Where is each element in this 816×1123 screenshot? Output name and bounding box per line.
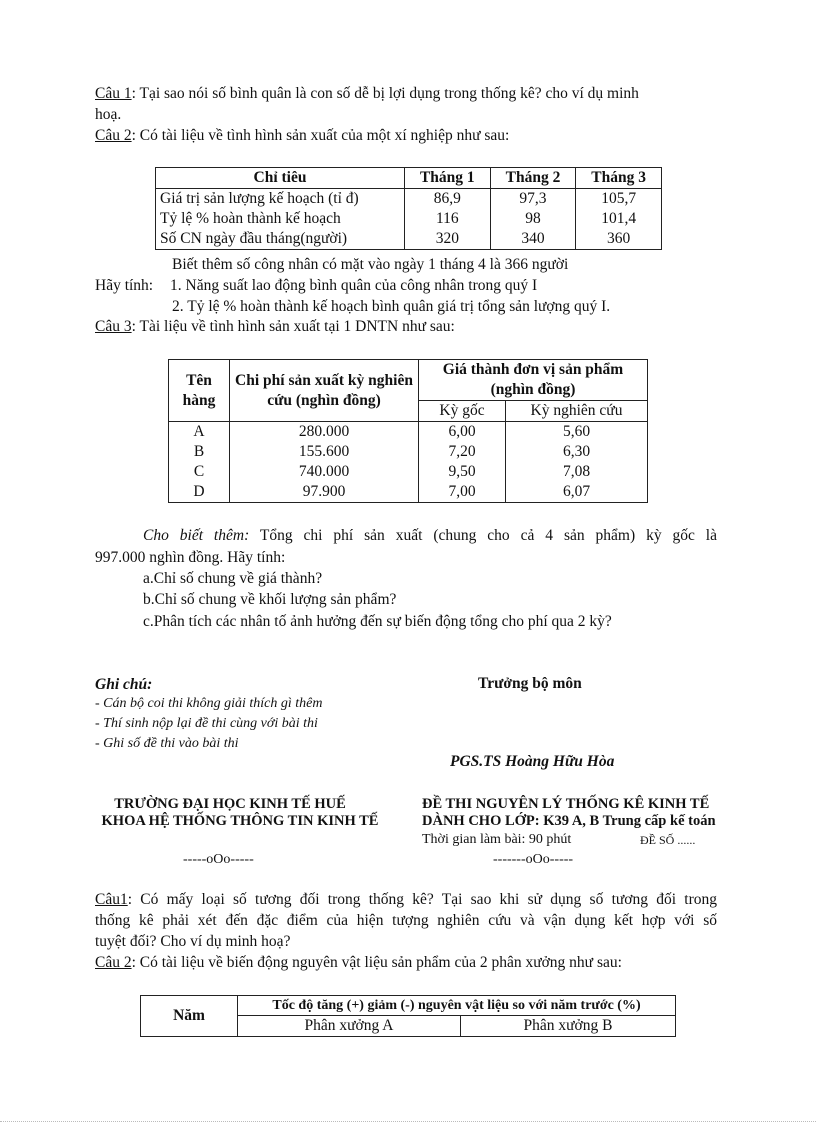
q3-extra-2: 997.000 nghìn đồng. Hãy tính: [95, 549, 286, 566]
signature-name: PGS.TS Hoàng Hữu Hòa [450, 753, 615, 770]
th-name: Tên hàng [169, 360, 230, 422]
sep-right: -------oOo----- [493, 852, 574, 867]
cell: 340 [490, 229, 576, 250]
school-name: TRƯỜNG ĐẠI HỌC KINH TẾ HUẾ [114, 796, 346, 812]
cell: 86,9 [405, 189, 491, 210]
th-month-1: Tháng 1 [405, 168, 491, 189]
th-base: Kỳ gốc [419, 401, 506, 422]
q3-c: c.Phân tích các nhân tố ảnh hưởng đến sự biến động tổng cho phí qua 2 kỳ? [143, 613, 612, 630]
q2-compute-1: 1. Năng suất lao động bình quân của công nhân trong quý I [170, 277, 538, 294]
cost-table [168, 359, 648, 503]
cell: 7,08 [506, 462, 648, 482]
q2-compute-2: 2. Tỷ lệ % hoàn thành kế hoạch bình quân giá trị tổng sản lượng quý I. [172, 298, 611, 315]
e2-q1-line-3: tuyệt đối? Cho ví dụ minh hoạ? [95, 933, 291, 950]
note-1: - Cán bộ coi thi không giải thích gì thêm [95, 696, 323, 711]
row-label: Giá trị sản lượng kế hoạch (tỉ đ) [156, 189, 405, 210]
cell: A [169, 422, 230, 443]
cell: C [169, 462, 230, 482]
q3-a: a.Chỉ số chung về giá thành? [143, 570, 323, 587]
e2-q1-line-1 [95, 890, 717, 910]
q3-extra-text: Tổng chi phí sản xuất (chung cho cả 4 sản phẩm) kỳ gốc là [249, 527, 717, 544]
th-month-3: Tháng 3 [576, 168, 662, 189]
signature-role: Trưởng bộ môn [478, 675, 582, 692]
cell: 101,4 [576, 209, 662, 229]
cell: 320 [405, 229, 491, 250]
th-price: Giá thành đơn vị sản phẩm (nghìn đồng) [419, 360, 648, 401]
q2-heading [95, 126, 509, 146]
q2-compute-label: Hãy tính: [95, 277, 154, 294]
row-label: Tỷ lệ % hoàn thành kế hoạch [156, 209, 405, 229]
cell: 155.600 [230, 442, 419, 462]
exam-title: ĐỀ THI NGUYÊN LÝ THỐNG KÊ KINH TẾ [422, 796, 710, 812]
e2-q1-text: : Có mấy loại số tương đối trong thống kê? Tại sao khi sử dụng số tương đối trong [127, 891, 717, 908]
th-indicator: Chỉ tiêu [156, 168, 405, 189]
production-table [155, 167, 662, 250]
cell: 105,7 [576, 189, 662, 210]
cell: 7,20 [419, 442, 506, 462]
note-2: - Thí sinh nộp lại đề thi cùng với bài thi [95, 716, 318, 731]
th-study: Kỳ nghiên cứu [506, 401, 648, 422]
q3-text: : Tài liệu về tình hình sản xuất tại 1 DNTN như sau: [131, 318, 455, 335]
cell: 9,50 [419, 462, 506, 482]
page-break [0, 1121, 816, 1122]
row-label: Số CN ngày đầu tháng(người) [156, 229, 405, 250]
material-table [140, 995, 676, 1037]
th-workshop-a: Phân xưởng A [238, 1016, 461, 1037]
q2-text: : Có tài liệu về tình hình sản xuất của một xí nghiệp như sau: [131, 127, 510, 144]
q1-line-1 [95, 84, 717, 104]
cell: 7,00 [419, 482, 506, 503]
q1-line-2: hoạ. [95, 106, 122, 123]
exam-time: Thời gian làm bài: 90 phút [422, 832, 572, 847]
cell: 740.000 [230, 462, 419, 482]
notes-title: Ghi chú: [95, 676, 153, 693]
e2-q2-label: Câu 2 [95, 954, 132, 971]
e2-q1-line-2: thống kê phải xét đến đặc điểm của hiện tượng nghiên cứu và vận dụng kết hợp với số [95, 912, 717, 929]
e2-q2-heading [95, 953, 622, 973]
cell: B [169, 442, 230, 462]
th-workshop-b: Phân xưởng B [461, 1016, 676, 1037]
cell: 97.900 [230, 482, 419, 503]
note-3: - Ghi số đề thi vào bài thi [95, 736, 239, 751]
q3-heading [95, 317, 455, 337]
cell: 6,30 [506, 442, 648, 462]
cell: 97,3 [490, 189, 576, 210]
cell: 6,07 [506, 482, 648, 503]
th-cost: Chi phí sản xuất kỳ nghiên cứu (nghìn đồng) [230, 360, 419, 422]
q1-text: : Tại sao nói số bình quân là con số dễ bị lợi dụng trong thống kê? cho ví dụ minh [131, 85, 639, 102]
q2-label: Câu 2 [95, 127, 132, 144]
e2-q2-text: : Có tài liệu về biến động nguyên vật liệu sản phẩm của 2 phân xưởng như sau: [131, 954, 622, 971]
cell: 98 [490, 209, 576, 229]
faculty-name: KHOA HỆ THỐNG THÔNG TIN KINH TẾ [101, 813, 379, 829]
q3-extra [95, 526, 717, 546]
th-year: Năm [141, 996, 238, 1037]
q2-note: Biết thêm số công nhân có mặt vào ngày 1 tháng 4 là 366 người [172, 256, 569, 273]
q3-label: Câu 3 [95, 318, 132, 335]
cell: D [169, 482, 230, 503]
th-rate: Tốc độ tăng (+) giảm (-) nguyên vật liệu so với năm trước (%) [238, 996, 676, 1016]
cell: 6,00 [419, 422, 506, 443]
q1-label: Câu 1 [95, 85, 132, 102]
cell: 280.000 [230, 422, 419, 443]
exam-number: ĐỀ SỐ ...... [640, 833, 696, 847]
cell: 5,60 [506, 422, 648, 443]
th-month-2: Tháng 2 [490, 168, 576, 189]
cell: 116 [405, 209, 491, 229]
exam-class: DÀNH CHO LỚP: K39 A, B Trung cấp kế toán [422, 813, 716, 829]
q3-extra-label: Cho biết thêm: [143, 527, 250, 544]
cell: 360 [576, 229, 662, 250]
q3-b: b.Chỉ số chung về khối lượng sản phẩm? [143, 591, 397, 608]
sep-left: -----oOo----- [183, 852, 254, 867]
e2-q1-label: Câu1 [95, 891, 128, 908]
